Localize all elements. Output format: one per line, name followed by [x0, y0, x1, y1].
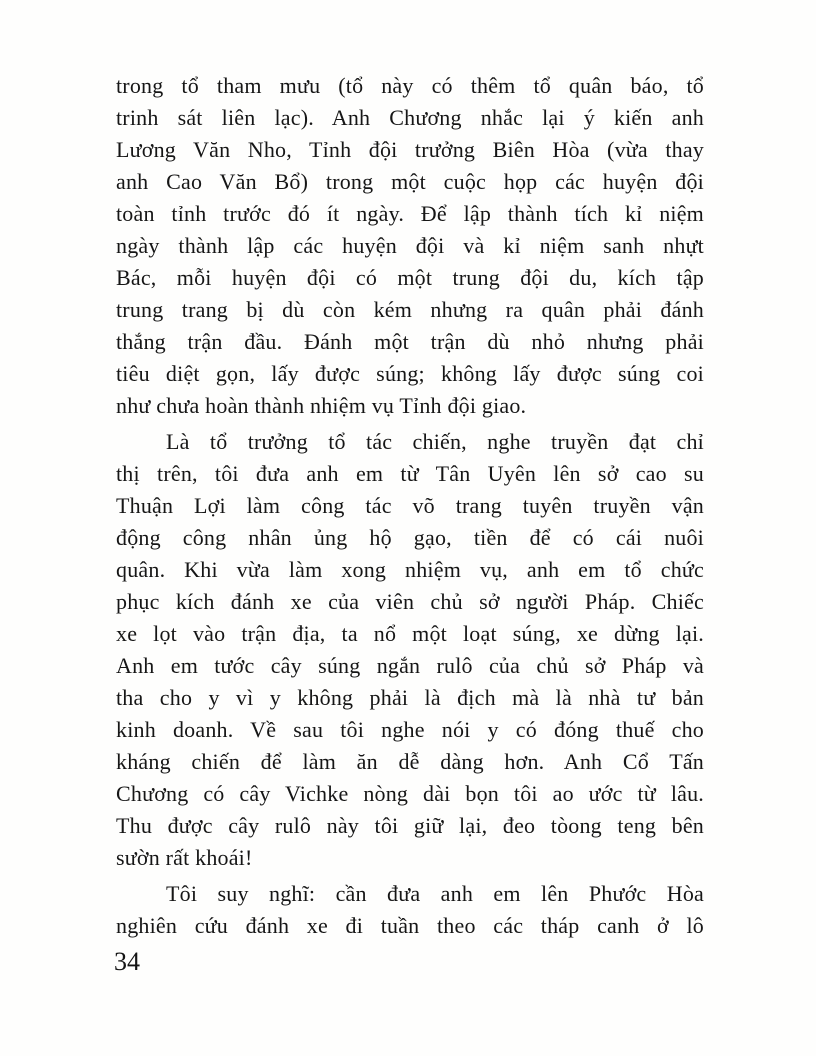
text-line: thắng trận đầu. Đánh một trận dù nhỏ nhưng phải [116, 329, 704, 354]
text-line: kinh doanh. Về sau tôi nghe nói y có đóng thuế cho [116, 717, 704, 742]
text-line: nghiên cứu đánh xe đi tuần theo các tháp canh ở lô [116, 913, 704, 938]
text-line: xe lọt vào trận địa, ta nổ một loạt súng, xe dừng lại. [116, 621, 704, 646]
text-line: Anh em tước cây súng ngắn rulô của chủ sở Pháp và [116, 653, 704, 678]
paragraph-2 [116, 426, 704, 874]
text-line: Thu được cây rulô này tôi giữ lại, đeo tòong teng bên [116, 813, 704, 838]
page-number: 34 [114, 947, 140, 976]
text-line: tiêu diệt gọn, lấy được súng; không lấy được súng coi [116, 361, 704, 386]
paragraph-3 [116, 878, 704, 942]
text-line: ngày thành lập các huyện đội và kỉ niệm sanh nhựt [116, 233, 704, 258]
text-line: trinh sát liên lạc). Anh Chương nhắc lại ý kiến anh [116, 105, 704, 130]
text-line: quân. Khi vừa làm xong nhiệm vụ, anh em tổ chức [116, 557, 704, 582]
text-line: trung trang bị dù còn kém nhưng ra quân phải đánh [116, 297, 704, 322]
text-line: Tôi suy nghĩ: cần đưa anh em lên Phước Hòa [166, 881, 704, 906]
text-line: anh Cao Văn Bổ) trong một cuộc họp các huyện đội [116, 169, 704, 194]
text-line: Chương có cây Vichke nòng dài bọn tôi ao ước từ lâu. [116, 781, 704, 806]
text-line: trong tổ tham mưu (tổ này có thêm tổ quân báo, tổ [116, 73, 704, 98]
text-line: Bác, mỗi huyện đội có một trung đội du, kích tập [116, 265, 704, 290]
text-line: Thuận Lợi làm công tác võ trang tuyên truyền vận [116, 493, 704, 518]
text-line: Là tổ trưởng tổ tác chiến, nghe truyền đạt chỉ [166, 429, 704, 454]
text-line: Lương Văn Nho, Tỉnh đội trưởng Biên Hòa (vừa thay [116, 137, 704, 162]
paragraph-1 [116, 70, 704, 422]
text-line: sườn rất khoái! [116, 845, 253, 870]
text-line: như chưa hoàn thành nhiệm vụ Tỉnh đội giao. [116, 393, 527, 418]
text-line: tha cho y vì y không phải là địch mà là nhà tư bản [116, 685, 704, 710]
text-line: động công nhân ủng hộ gạo, tiền để có cái nuôi [116, 525, 704, 550]
text-line: phục kích đánh xe của viên chủ sở người Pháp. Chiếc [116, 589, 704, 614]
text-line: thị trên, tôi đưa anh em từ Tân Uyên lên sở cao su [116, 461, 704, 486]
text-line: kháng chiến để làm ăn dễ dàng hơn. Anh Cổ Tấn [116, 749, 704, 774]
body-text [116, 70, 704, 942]
text-line: toàn tỉnh trước đó ít ngày. Để lập thành tích kỉ niệm [116, 201, 704, 226]
